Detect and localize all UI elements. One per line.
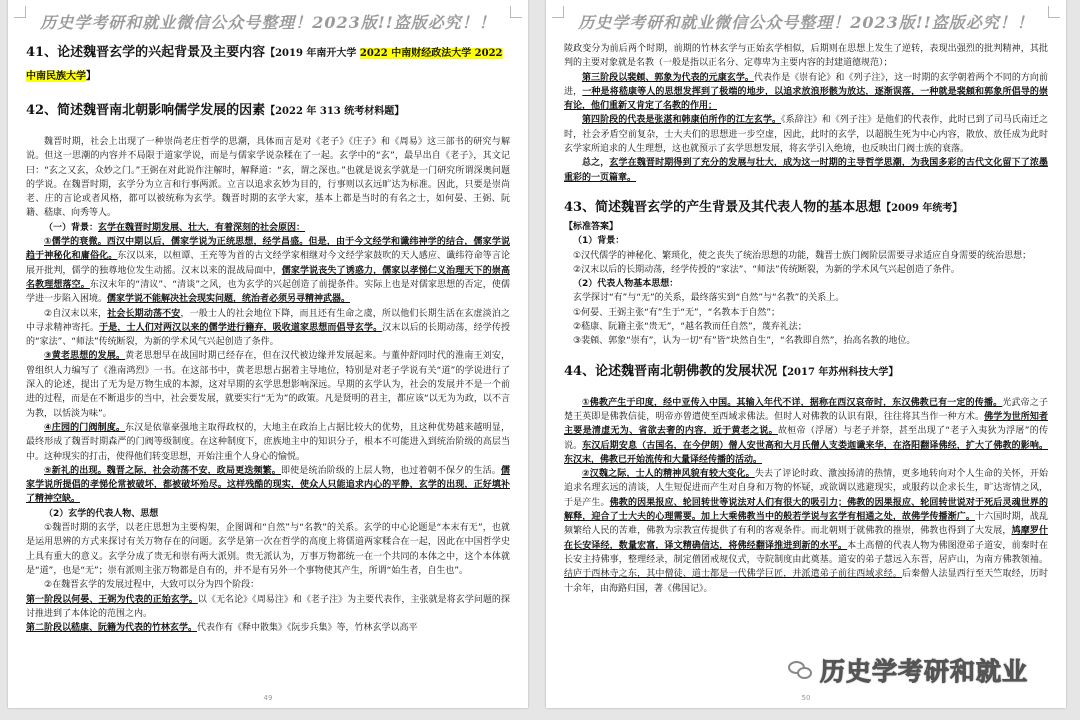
answer-label: 【标准答案】 bbox=[564, 221, 619, 232]
page-content bbox=[564, 42, 1048, 694]
question-tag: 【2022 年 313 统考材料题】 bbox=[265, 106, 405, 117]
paragraph: 第四阶段的代表是张湛和韩康伯所作的江左玄学。《系辞注》和《列子注》是他们的代表作，此时已到了司马氏南迁之时，社会矛盾空前复杂，士大夫们的思想进一步空虚，因此，此时的玄学，以超脱生死为中心内容，散放、放任成为此时玄学家所追求的人生理想，这也就预示了玄学思想发展，将玄学引入绝境，也反映出门阀士族的衰落。 bbox=[564, 115, 1048, 155]
answer-line: ①汉代儒学的神秘化、繁琐化，使之丧失了统治思想的功能，魏晋士族门阀阶层需要寻求适应自身需要的统治思想； bbox=[573, 250, 1032, 261]
answer-line: （1）背景： bbox=[573, 236, 625, 247]
answer-line: 玄学探讨“有”与“无”的关系，最终落实到“自然”与“名教”的关系上。 bbox=[573, 293, 845, 304]
page-header: 历史学考研和就业微信公众号整理！2023版!!盗版必究！！ bbox=[40, 13, 496, 32]
page-right bbox=[546, 0, 1066, 708]
spacer bbox=[26, 88, 510, 100]
spacer bbox=[564, 349, 1048, 361]
answer-line: ②汉末以后的长期动荡，经学传授的“家法”、“师法”传统断裂，为新的学术风气兴起创造了条件。 bbox=[573, 264, 960, 275]
question-tag: 【2019 年南开大学 bbox=[265, 48, 360, 59]
page-left bbox=[8, 0, 528, 708]
highlighted-tag: 2022 中南财经政法大学 2022 bbox=[359, 48, 503, 59]
paragraph: ②自汉末以来，社会长期动荡不安，一般士人的社会地位下降，而且还有生命之虞，所以他们长期生活在玄虚淡泊之中寻求精神寄托。于是，士人们对两汉以来的儒学进行籍弃，吸收道家思想而倡导玄学。汉末以后的长期动荡，经学传授的“家法”、“师法”传统断裂，为新的学术风气兴起创造了条件。 bbox=[26, 308, 510, 348]
paragraph: 第二阶段以嵇康、阮籍为代表的竹林玄学。代表作有《释中散集》《阮步兵集》等，竹林玄学以高平 bbox=[26, 623, 418, 634]
paragraph: （一）背景：玄学在魏晋时期发展、壮大，有着深刻的社会原因： bbox=[44, 222, 306, 233]
paragraph: ①佛教产生于印度，经中亚传入中国。其输入年代不详，据称在西汉哀帝时，东汉佛教已有一定的传播。光武帝之子楚王英即是佛教信徒，明帝亦曾遣使至西域求佛法。但时人对佛教的认识有限，往往将其当作一种方术。佛学为世所知者主要是清虚无为、省欲去奢的内容，近于黄老之说。故桓帝（浮屠）与老子并祭，甚至出现了“老子入夷狄为浮屠”的传说。东汉后期安息（古国名，在今伊朗）僧人安世高和大月氏僧人支娄迦谶来华，在洛阳翻译佛经，扩大了佛教的影响。东汉末，佛教已开始流传和大量译经传播的活动。 bbox=[564, 397, 1048, 465]
page-content bbox=[26, 42, 510, 694]
paragraph: （2）玄学的代表人物、思想 bbox=[44, 508, 159, 519]
question-42-title bbox=[26, 100, 510, 123]
question-title-text: 42、简述魏晋南北朝影响儒学发展的因素 bbox=[26, 103, 266, 118]
paragraph: ①儒学的衰微。西汉中期以后，儒家学说为正统思想，经学昌盛。但是，由于今文经学和谶纬神学的结合，儒家学说趋于神秘化和庸俗化。东汉以来，以桓谭、王充等为首的古文经学家相继对今文经学家鼓吹的天人感应、谶纬符命等言论展开批判，儒学的独尊地位发生动摇。汉末以来的混战局面中，儒家学说丧失了诱惑力，儒家以孝悌仁义治理天下的崇高名教理想落空。东汉末年的“清议”、“清谈”之风，也为玄学的兴起创造了前提条件。实际上也是对儒家思想的否定，使儒学进一步陷入困境。儒家学说不能解决社会现实问题，统治者必须另寻精神武器。 bbox=[26, 237, 510, 305]
paragraph: ⑤新礼的出现。魏晋之际，社会动荡不安，政局更迭频繁。即使是统治阶级的上层人物，也过着朝不保夕的生活。儒家学说所提倡的孝悌伦常被破坏，都被破坏殆尽。这样残酷的现实，使众人只能追求内心的平静，玄学的出现，正好填补了精神空缺。 bbox=[26, 465, 510, 505]
spacer bbox=[564, 185, 1048, 197]
answer-line: （2）代表人物基本思想： bbox=[573, 279, 679, 290]
spacer bbox=[26, 123, 510, 135]
wechat-watermark bbox=[788, 652, 1028, 688]
watermark-text: 历史学考研和就业 bbox=[819, 657, 1028, 686]
wechat-icon bbox=[788, 659, 814, 681]
question-tag: 【2017 年苏州科技大学】 bbox=[777, 366, 899, 378]
spacer bbox=[564, 384, 1048, 396]
paragraph: 第三阶段以裴頠、郭象为代表的元康玄学。代表作是《崇有论》和《列子注》，这一时期的玄学朝着两个不同的方向前进，一种是将嵇康等人的思想发挥到了极端的地步，以追求放浪形骸为放达，逐渐误落，一种就是裴頠和郭象所倡导的崇有论，他们重新又肯定了名教的作用； bbox=[564, 72, 1048, 112]
paragraph: ③黄老思想的发展。黄老思想早在战国时期已经存在，但在汉代被边缘并发展起来。与董仲舒同时代的淮南王刘安，曾组织人力编写了《淮南鸿烈》一书。在这部书中，黄老思想占据着主导地位，特别是对老子学说有关“道”的学说进行了深入的论述，提出了无为是万物生成的本源，这对早期的玄学思想影响深远。早期的玄学认为，社会的发展并不是一个前进的过程，而是在不断退步的当中，社会要发展，就要实行“无为”的政策。凡是贤明的君主，都应该“以无为为政，以不言为教，以恬淡为味”。 bbox=[26, 351, 510, 419]
question-title-text: 43、简述魏晋玄学的产生背景及其代表人物的基本思想 bbox=[564, 199, 882, 215]
question-tag: 】 bbox=[86, 71, 96, 82]
paragraph: 陵政变分为前后两个时期，前期的竹林玄学与正始玄学相似，后期则在思想上发生了逆转，表现出强烈的批判精神，其批判的主要对象就是名教（一般是指以正名分、定尊卑为主要内容的封建道德规范）； bbox=[564, 44, 1048, 69]
paragraph: ①魏晋时期的玄学，以老庄思想为主要构架，企图调和“自然”与“名教”的关系。玄学的中心论题是“本末有无”，也就是运用思辨的方式来探讨有关万物存在的问题。玄学是第一次在哲学的高度上将儒道两家糅合在一起，因此在中国哲学史上具有重大的意义。玄学分成了贵无和崇有两大派别。贵无派认为，万事万物都统一在一个共同的本体之中，这个本体就是“道”，也是“无”；崇有派则主张万物都是自有的，并不是有另外一个事物使其产生，所谓“始生者，自生也”。 bbox=[26, 523, 510, 576]
question-43-title bbox=[564, 197, 1048, 220]
corner-mark bbox=[1048, 6, 1060, 18]
question-title-text: 44、论述魏晋南北朝佛教的发展状况 bbox=[564, 363, 778, 379]
corner-mark bbox=[510, 6, 522, 18]
paragraph: ②汉魏之际，士人的精神风貌有较大变化。失去了评论时政、激浊扬清的热情，更多地转向对个人生命的关怀，开始追求名理玄远的清谈，人生短促进而产生对自身和万物的怀疑，或欲调以逃避现实，或服药以企求长生，旷达寄情之风，于是产生。佛教的因果报应、轮回转世等说法对人们有很大的吸引力；佛教的因果报应、轮回转世说对于死后灵魂世界的解释，迎合了士大夫的心理需要。加上大乘佛教当中的般若学说与玄学有相通之处，故佛学传播渐广。十六国时期，战乱频繁给人民的苦难，佛教为宗教宣传提供了有利的客观条件。而北朝则于就佛教的推崇，佛教也得到了大发展，鸠摩罗什在长安译经，数量宏富，译文精确信达，将佛经翻译推进到新的水平。本土高僧的代表人物为佛图澄弟子道安，前秦时在长安主持佛事，整理经录，制定僧团戒规仪式，寺院制度由此奠基。道安的弟子慧远入东晋，居庐山，为南方佛教领袖。结庐于西林寺之东，其中僧徒、道士都是一代佛学巨匠，并派遣弟子前往西域求经。后秦僧人法显西行至天竺取经，历时十余年，由海路归国，著《佛国记》。 bbox=[564, 469, 1048, 594]
question-title-text: 41、论述魏晋玄学的兴起背景及主要内容 bbox=[26, 45, 266, 60]
corner-mark bbox=[552, 6, 564, 18]
answer-line: ②嵇康、阮籍主张“贵无”，“越名教而任自然”，蔑弃礼法； bbox=[573, 322, 807, 333]
page-header: 历史学考研和就业微信公众号整理！2023版!!盗版必究！！ bbox=[578, 13, 1034, 32]
answer-line: ③裴頠、郭象“崇有”，认为一切“有”皆“块然自生”，“名教即自然”，抬高名教的地位。 bbox=[573, 336, 916, 347]
paragraph: ④庄园的门阀制度。东汉是依靠豪强地主取得政权的，大地主在政治上占据比较大的优势，且这种优势越来越明显，最终形成了魏晋时期森严的门阀等级制度。在这种制度下，庶族地主中的知识分子，根本不可能进入到统治阶级的高层当中。这种现实的打击，使得他们转变思想，开始注重个人身心的愉悦。 bbox=[26, 422, 510, 462]
corner-mark bbox=[14, 6, 26, 18]
paragraph: 总之，玄学在魏晋时期得到了充分的发展与壮大，成为这一时期的主导哲学思潮，为我国多彩的古代文化留下了浓墨重彩的一页篇章。 bbox=[564, 158, 1048, 183]
page-number: 49 bbox=[263, 694, 273, 702]
question-tag: 【2009 年统考】 bbox=[881, 202, 963, 214]
highlighted-tag: 中南民族大学 bbox=[26, 71, 86, 82]
paragraph: 第一阶段以何晏、王弼为代表的正始玄学。以《无名论》《周易注》和《老子注》为主要代表作，主张就是将玄学问题的探讨推进到了本体论的范围之内。 bbox=[26, 594, 510, 619]
paragraph: 魏晋时期，社会上出现了一种崇尚老庄哲学的思潮，具体而言是对《老子》《庄子》和《周易》这三部书的研究与解说。但这一思潮的内容并不局限于道家学说，而是与儒家学说杂糅在了一起。玄学中的“玄”，最早出自《老子》，其文记曰：“玄之又玄，众妙之门。”王弼在对此说作注解时，解释道：“玄，谓之深也。”也就是说玄学就是一门研究所谓深奥问题的学说。在魏晋时期，玄学分为立言和行事两派。立言以追求玄妙为目的，行事则以玄远旷达为标准。因此，只要是崇尚老、庄的言论或者风格，都可以被统称为玄学。魏晋时期的玄学大家，基本上都是当时的有名之士，如何晏、王弼、阮籍、嵇康、向秀等人。 bbox=[26, 137, 510, 219]
page-number: 50 bbox=[801, 694, 811, 702]
question-44-title bbox=[564, 361, 1048, 384]
question-41-title bbox=[26, 42, 510, 88]
answer-line: ①何晏、王弼主张“有”生于“无”，“名教本于自然”； bbox=[573, 307, 781, 318]
paragraph: ②在魏晋玄学的发展过程中，大致可以分为四个阶段： bbox=[44, 580, 260, 591]
